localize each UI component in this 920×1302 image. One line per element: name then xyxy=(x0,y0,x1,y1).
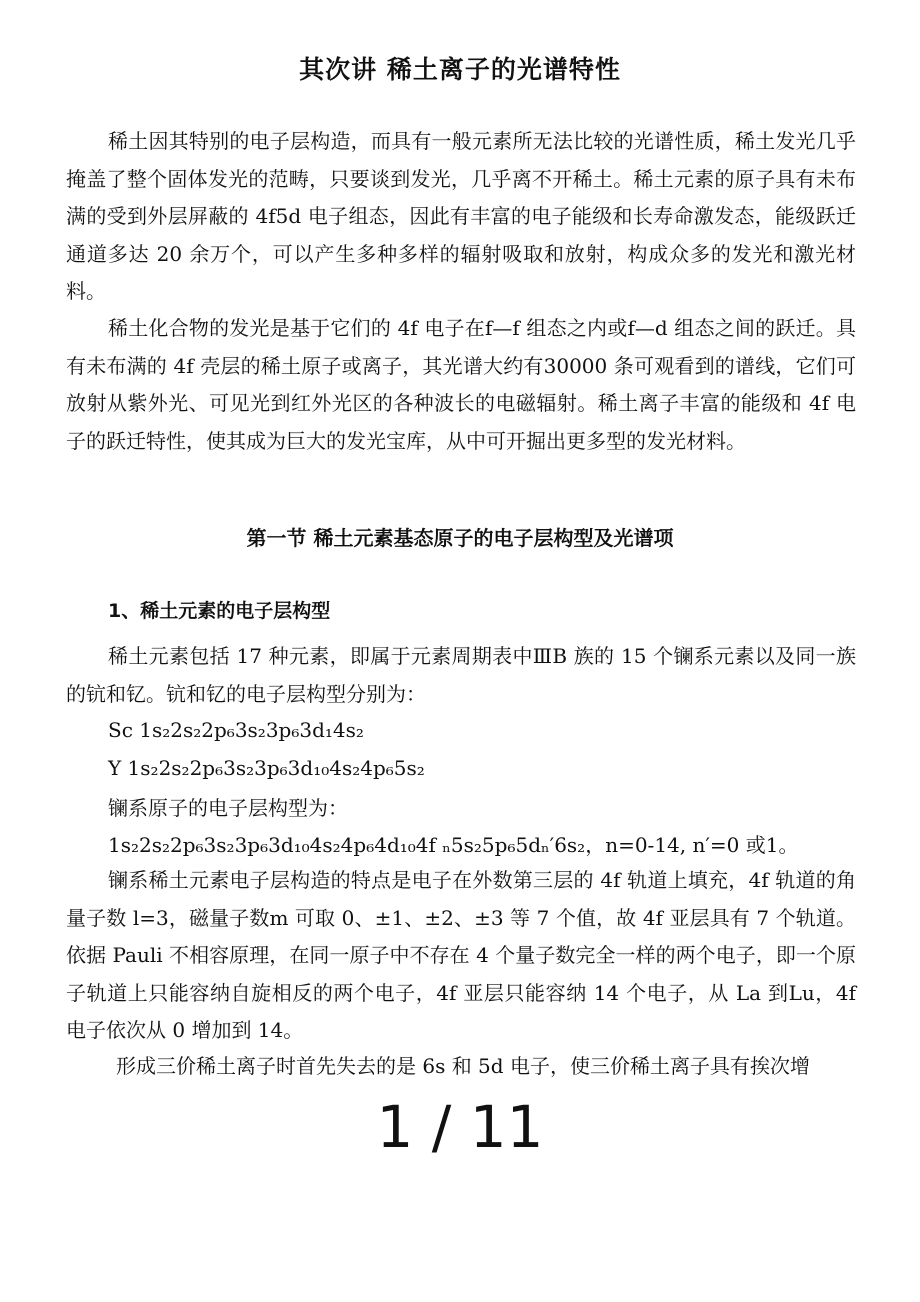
intro-paragraph-1: 稀土因其特别的电子层构造，而具有一般元素所无法比较的光谱性质，稀土发光几乎掩盖了整个固体发光的范畴，只要谈到发光，几乎离不开稀土。稀土元素的原子具有未布满的受到外层屏蔽的 4f5d 电子组态，因此有丰富的电子能级和长寿命激发态，能级跃迁通道多达 20 余万个，可以产生多种多样的辐射吸取和放射，构成众多的发光和激光材料。 xyxy=(66,129,856,303)
lanthanide-structure-paragraph: 镧系稀土元素电子层构造的特点是电子在外数第三层的 4f 轨道上填充，4f 轨道的角量子数 l=3，磁量子数m 可取 0、±1、±2、±3 等 7 个值，故 4f 亚层具有 7 个轨道。依据 Pauli 不相容原理，在同一原子中不存在 4 个量子数完全一样的两个电子，即一个原子轨道上只能容纳自旋相反的两个电子，4f 亚层只能容纳 14 个电子，从 La 到Lu，4f 电子依次从 0 增加到 14。 xyxy=(66,868,856,1042)
section-heading: 第一节 稀土元素基态原子的电子层构型及光谱项 xyxy=(246,526,674,550)
lanthanide-intro: 镧系原子的电子层构型为： xyxy=(108,796,348,820)
subsection-heading: 1、稀土元素的电子层构型 xyxy=(108,600,331,622)
sc-configuration: Sc 1s₂2s₂2p₆3s₂3p₆3d₁4s₂ xyxy=(108,718,364,742)
page-number: 1 / 11 xyxy=(376,1093,544,1161)
elements-paragraph: 稀土元素包括 17 种元素，即属于元素周期表中ⅢB 族的 15 个镧系元素以及同一族的钪和钇。钪和钇的电子层构型分别为： xyxy=(66,644,856,706)
intro-paragraph-2: 稀土化合物的发光是基于它们的 4f 电子在f—f 组态之内或f—d 组态之间的跃迁。具有未布满的 4f 壳层的稀土原子或离子，其光谱大约有30000 条可观看到的谱线，它们可放射从紫外光、可见光到红外光区的各种波长的电磁辐射。稀土离子丰富的能级和 4f 电子的跃迁特性，使其成为巨大的发光宝库，从中可开掘出更多型的发光材料。 xyxy=(66,316,856,453)
trivalent-ion-paragraph: 形成三价稀土离子时首先失去的是 6s 和 5d 电子，使三价稀土离子具有挨次增 xyxy=(116,1054,810,1078)
page-title: 其次讲 稀土离子的光谱特性 xyxy=(299,55,621,84)
lanthanide-configuration: 1s₂2s₂2p₆3s₂3p₆3d₁₀4s₂4p₆4d₁₀4f ₙ5s₂5p₆5dₙ′6s₂，n=0-14, n′=0 或1。 xyxy=(108,833,799,857)
y-configuration: Y 1s₂2s₂2p₆3s₂3p₆3d₁₀4s₂4p₆5s₂ xyxy=(108,756,425,780)
